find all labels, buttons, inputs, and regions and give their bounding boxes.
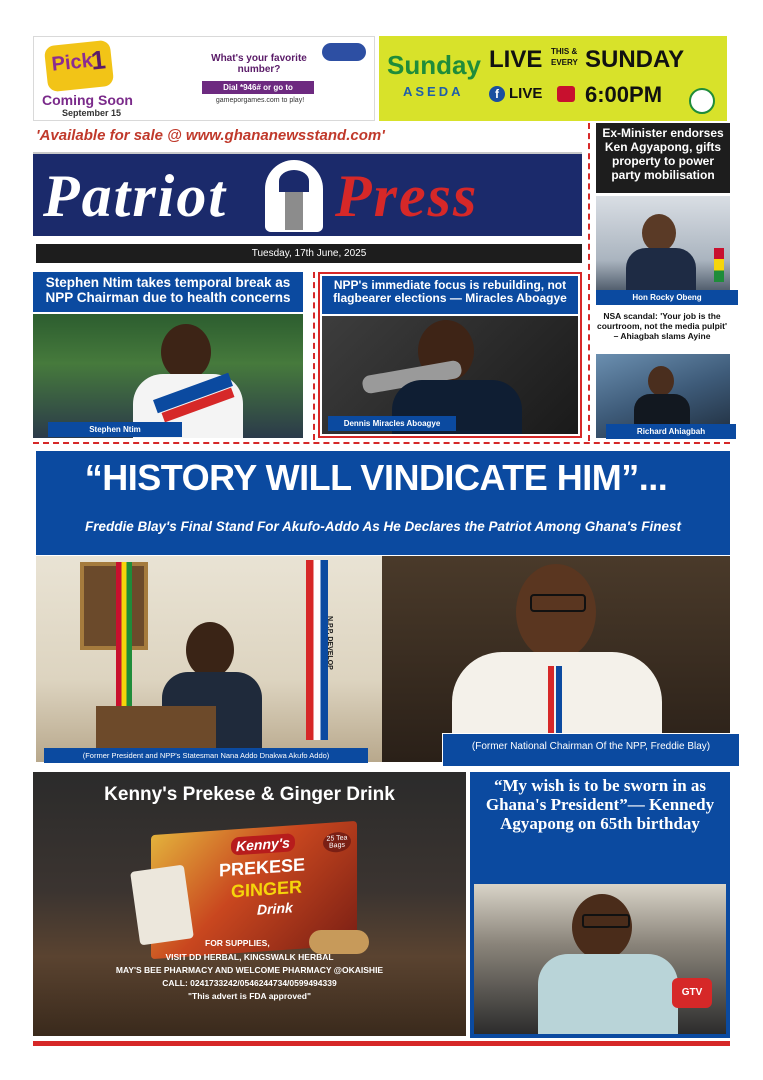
kennedy-photo [474,884,726,1034]
box-brand: Kenny's [231,833,295,855]
sunday-aseda-ad[interactable] [379,36,727,121]
pick-logo-text: Pick [50,49,94,76]
lead-banner[interactable] [36,451,730,555]
sunday-time: 6:00PM [585,82,663,107]
rocky-obeng-caption: Hon Rocky Obeng [596,290,738,305]
pick-coming: Coming Soon [42,92,133,108]
kennys-advert[interactable] [33,772,466,1036]
pick-dial: Dial *946# or go to [202,81,314,94]
masthead-logo [33,152,582,236]
aseda-text: ASEDA [403,84,464,99]
availability-banner: 'Available for sale @ www.ghananewsstand.com' [36,127,385,144]
freddie-blay-photo [382,556,730,762]
advert-line-2: VISIT DD HERBAL, KINGSWALK HERBAL [165,952,334,962]
sunday-live-tag: LIVE [509,85,543,102]
sunday-this: THIS & [551,47,578,56]
pick-question: What's your favorite number? [211,53,307,75]
facebook-icon [489,86,505,102]
sunday-live-1: LIVE [489,46,543,73]
box-name-3: Drink [257,899,293,918]
miracles-aboagye-caption: Dennis Miracles Aboagye [328,416,456,431]
patriot-figure-icon [265,160,323,232]
sidebar-story-2-headline[interactable] [594,312,730,352]
mic-label: GTV [681,987,703,998]
stephen-ntim-photo [33,314,303,438]
pick-logo-number: 1 [89,44,108,76]
teabag-icon [130,865,194,946]
youtube-icon [557,86,575,102]
ginger-icon [309,930,369,954]
advert-line-3: MAY'S BEE PHARMACY AND WELCOME PHARMACY @OKAISHIE [115,965,384,975]
sidebar-story-1-title: Ex-Minister endorses Ken Agyapong, gifts property to power party mobilisation [602,126,724,183]
box-name-2: GINGER [231,876,303,902]
advert-title: Kenny's Prekese & Ginger Drink [104,784,395,805]
advert-line-5: "This advert is FDA approved" [188,991,311,1001]
divider-vertical-stories [313,272,315,440]
stephen-ntim-caption: Stephen Ntim [48,422,182,437]
masthead-name-right: Press [335,163,479,229]
box-name-1: PREKESE [219,854,306,881]
lead-headline: “HISTORY WILL VINDICATE HIM”... [84,457,668,498]
nla-logo-icon [689,88,715,114]
akufo-addo-caption: (Former President and NPP's Statesman Nana Addo Dnakwa Akufo Addo) [44,748,368,763]
lead-subhead: Freddie Blay's Final Stand For Akufo-Addo As He Declares the Patriot Among Ghana's Finest [84,519,682,534]
story-1-headline-box[interactable] [33,272,303,312]
lottery-badge-icon [322,43,366,61]
pick-date: September 15 [62,108,122,118]
advert-line-4: CALL: 0241733242/0546244734/0599494339 [162,978,337,988]
sunday-brand: Sunday [387,50,481,80]
flag-text: N.P.P. DEVELOP [326,616,333,670]
bags-count: 25 Tea Bags [323,831,351,853]
masthead-name-left: Patriot [43,163,228,229]
advert-line-1: FOR SUPPLIES, [205,938,270,948]
kennedy-headline: “My wish is to be sworn in as Ghana's President”— Kennedy Agyapong on 65th birthday [485,776,715,834]
kennedy-story[interactable] [470,772,730,1038]
pick-site: gameporgames.com to play! [215,97,305,104]
story-2-headline: NPP's immediate focus is rebuilding, not flagbearer elections — Miracles Aboagye [333,278,567,305]
sunday-day: SUNDAY [585,46,685,73]
issue-date-bar [36,244,582,263]
richard-ahiagbah-caption: Richard Ahiagbah [606,424,736,439]
akufo-addo-photo [36,556,382,762]
divider-vertical-sidebar [588,123,590,441]
freddie-blay-caption: (Former National Chairman Of the NPP, Freddie Blay) [442,733,740,767]
sunday-every: EVERY [551,58,578,67]
sidebar-story-1-headline[interactable] [596,123,730,193]
footer-rule [33,1041,730,1046]
story-2-headline-box[interactable] [322,276,578,314]
rocky-obeng-photo [596,196,730,303]
facebook-icon-glyph: f [495,87,499,101]
pick-ad[interactable] [33,36,375,121]
issue-date: Tuesday, 17th June, 2025 [251,248,367,259]
microphone-icon [672,978,712,1008]
pick-logo [44,40,114,93]
sidebar-story-2-title: NSA scandal: 'Your job is the courtroom, not the media pulpit' – Ahiagbah slams Ayine [597,311,727,341]
divider-horizontal [33,442,730,444]
story-1-headline: Stephen Ntim takes temporal break as NPP Chairman due to health concerns [45,275,291,305]
